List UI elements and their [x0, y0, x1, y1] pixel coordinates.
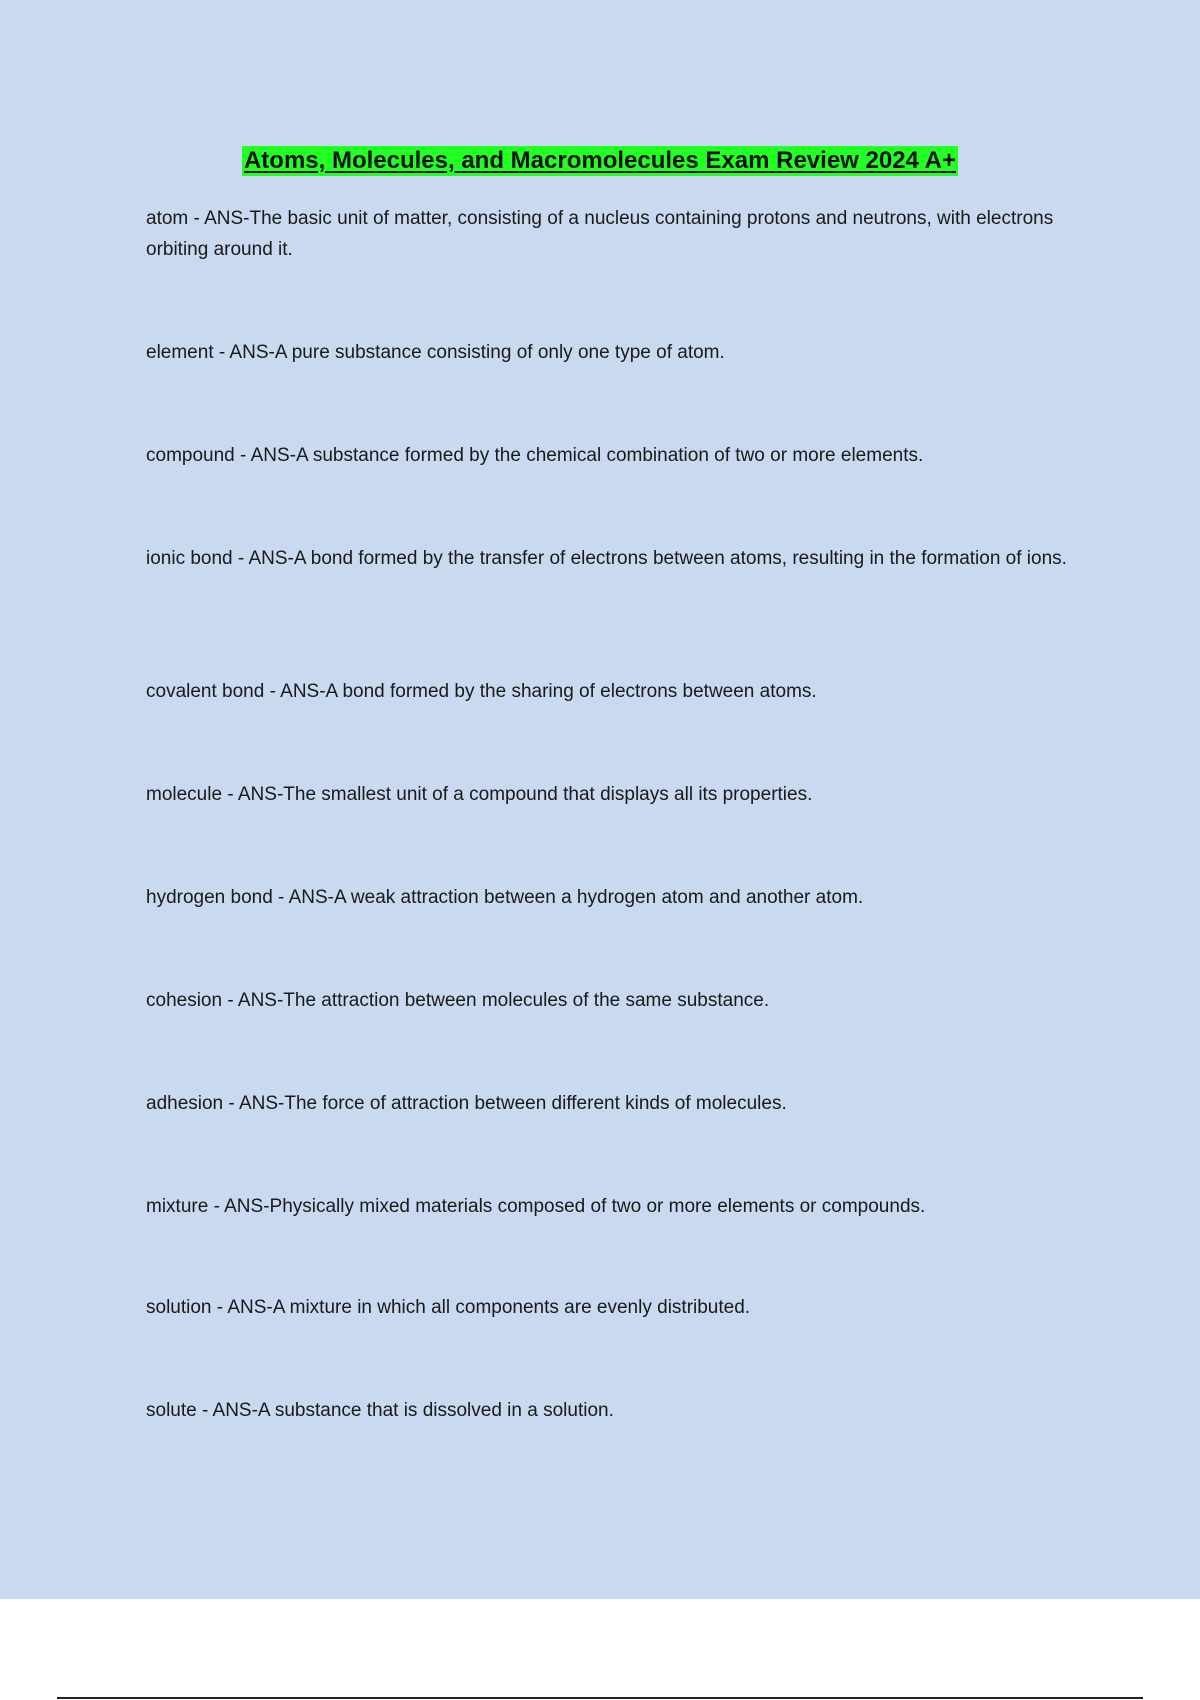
title-container [0, 146, 1200, 176]
document-title: Atoms, Molecules, and Macromolecules Exam Review 2024 A+ [243, 147, 957, 174]
entry-ionic-bond: ionic bond - ANS-A bond formed by the transfer of electrons between atoms, resulting in the formation of ions. [146, 548, 1067, 569]
entry-solution: solution - ANS-A mixture in which all components are evenly distributed. [146, 1297, 751, 1318]
footer-divider [57, 1697, 1143, 1699]
entry-cohesion: cohesion - ANS-The attraction between molecules of the same substance. [146, 990, 770, 1011]
entry-mixture: mixture - ANS-Physically mixed materials composed of two or more elements or compounds. [146, 1196, 926, 1217]
entry-hydrogen-bond: hydrogen bond - ANS-A weak attraction between a hydrogen atom and another atom. [146, 887, 864, 908]
entry-atom: atom - ANS-The basic unit of matter, consisting of a nucleus containing protons and neutrons, with electrons orbiting around it. [146, 208, 1054, 260]
entry-compound: compound - ANS-A substance formed by the chemical combination of two or more elements. [146, 445, 924, 466]
entry-adhesion: adhesion - ANS-The force of attraction between different kinds of molecules. [146, 1093, 787, 1114]
entry-element: element - ANS-A pure substance consisting of only one type of atom. [146, 342, 725, 363]
entry-molecule: molecule - ANS-The smallest unit of a compound that displays all its properties. [146, 784, 813, 805]
entry-covalent-bond: covalent bond - ANS-A bond formed by the sharing of electrons between atoms. [146, 681, 817, 702]
entry-solute: solute - ANS-A substance that is dissolved in a solution. [146, 1400, 614, 1421]
